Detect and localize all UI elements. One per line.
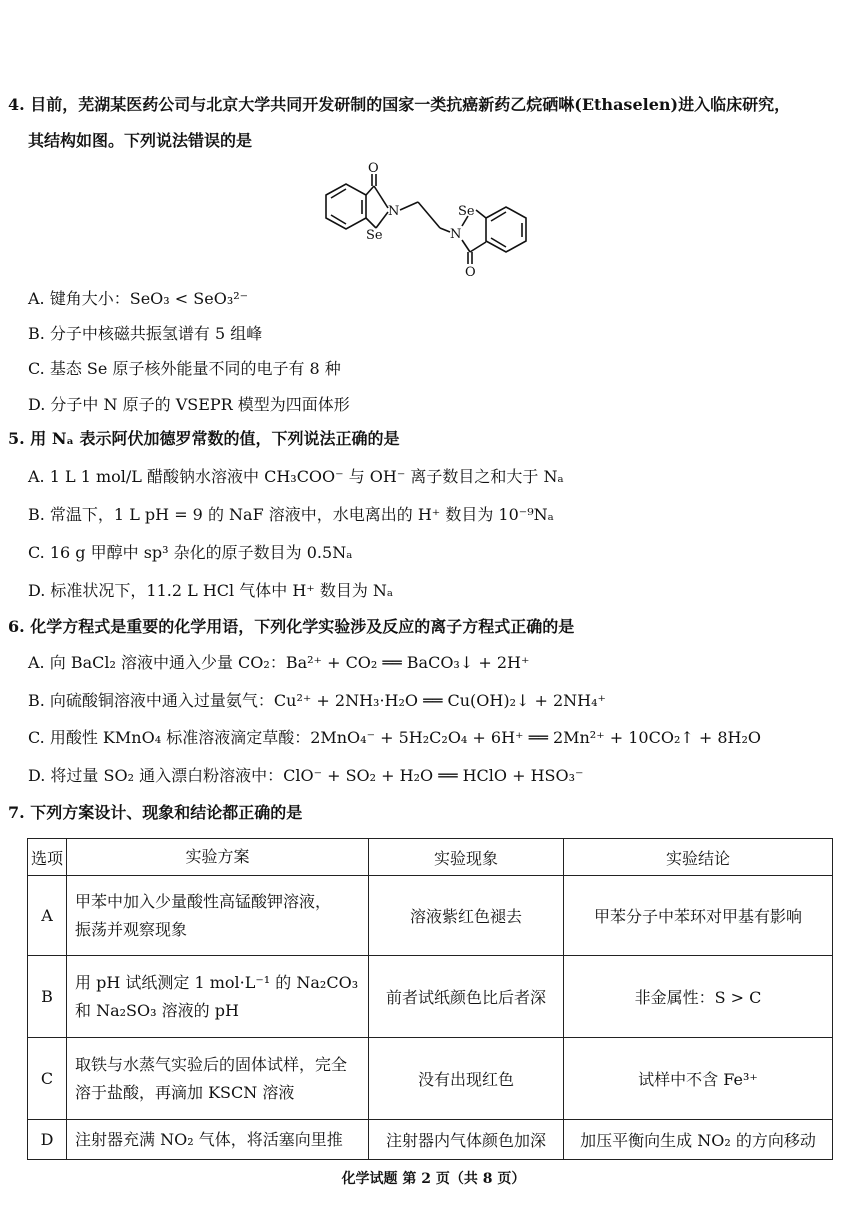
q4-stem-line1: 4. 目前，芜湖某医药公司与北京大学共同开发研制的国家一类抗癌新药乙烷硒啉(Ethaselen)进入临床研究， xyxy=(8,95,791,114)
row-plan-line1: 用 pH 试纸测定 1 mol·L⁻¹ 的 Na₂CO₃ xyxy=(75,972,359,992)
header-plan: 实验方案 xyxy=(67,839,369,876)
row-option: C xyxy=(28,1038,67,1120)
q5-option-a: A. 1 L 1 mol/L 醋酸钠水溶液中 CH₃COO⁻ 与 OH⁻ 离子数目之和大于 Nₐ xyxy=(28,467,564,486)
table-row xyxy=(28,876,833,956)
row-plan: 注射器充满 NO₂ 气体，将活塞向里推 xyxy=(67,1120,369,1160)
row-plan-line1: 甲苯中加入少量酸性高锰酸钾溶液， xyxy=(75,891,332,911)
q7-table xyxy=(27,838,833,1160)
row-option: B xyxy=(28,956,67,1038)
row-conclusion: 加压平衡向生成 NO₂ 的方向移动 xyxy=(564,1120,833,1160)
header-conclusion: 实验结论 xyxy=(564,839,833,876)
n-left-label: N xyxy=(388,204,400,219)
table-row xyxy=(28,1120,833,1160)
q5-option-c: C. 16 g 甲醇中 sp³ 杂化的原子数目为 0.5Nₐ xyxy=(28,543,353,562)
o-bottom-label: O xyxy=(465,265,476,280)
o-top-label: O xyxy=(368,161,379,176)
row-conclusion: 非金属性：S > C xyxy=(564,956,833,1038)
q4-option-b: B. 分子中核磁共振氢谱有 5 组峰 xyxy=(28,324,263,343)
q4-option-d: D. 分子中 N 原子的 VSEPR 模型为四面体形 xyxy=(28,395,350,414)
row-plan-line2: 溶于盐酸，再滴加 KSCN 溶液 xyxy=(75,1082,295,1102)
q5-stem: 5. 用 Nₐ 表示阿伏加德罗常数的值，下列说法正确的是 xyxy=(8,429,400,448)
row-plan xyxy=(67,1038,369,1120)
q6-option-b: B. 向硫酸铜溶液中通入过量氨气：Cu²⁺ + 2NH₃·H₂O ══ Cu(OH)₂↓ + 2NH₄⁺ xyxy=(28,691,606,710)
q5-option-b: B. 常温下，1 L pH = 9 的 NaF 溶液中，水电离出的 H⁺ 数目为 10⁻⁹Nₐ xyxy=(28,505,554,524)
row-conclusion: 试样中不含 Fe³⁺ xyxy=(564,1038,833,1120)
se-left-label: Se xyxy=(366,228,383,243)
q4-option-c: C. 基态 Se 原子核外能量不同的电子有 8 种 xyxy=(28,359,341,378)
q6-option-a: A. 向 BaCl₂ 溶液中通入少量 CO₂：Ba²⁺ + CO₂ ══ BaCO₃↓ + 2H⁺ xyxy=(28,653,530,672)
q4-option-a: A. 键角大小：SeO₃ < SeO₃²⁻ xyxy=(28,289,249,308)
row-plan-line2: 振荡并观察现象 xyxy=(75,919,188,939)
row-phenomenon: 注射器内气体颜色加深 xyxy=(369,1120,564,1160)
row-plan-line1: 取铁与水蒸气实验后的固体试样，完全 xyxy=(75,1054,348,1074)
q4-stem-line2: 其结构如图。下列说法错误的是 xyxy=(28,131,253,150)
q7-stem: 7. 下列方案设计、现象和结论都正确的是 xyxy=(8,803,303,822)
row-phenomenon: 前者试纸颜色比后者深 xyxy=(369,956,564,1038)
q6-option-c: C. 用酸性 KMnO₄ 标准溶液滴定草酸：2MnO₄⁻ + 5H₂C₂O₄ + 6H⁺ ══ 2Mn²⁺ + 10CO₂↑ + 8H₂O xyxy=(28,728,762,747)
se-right-label: Se xyxy=(458,204,475,219)
n-right-label: N xyxy=(450,227,462,242)
header-option: 选项 xyxy=(28,839,67,876)
row-plan xyxy=(67,876,369,956)
row-option: D xyxy=(28,1120,67,1160)
row-plan xyxy=(67,956,369,1038)
q6-option-d: D. 将过量 SO₂ 通入漂白粉溶液中：ClO⁻ + SO₂ + H₂O ══ HClO + HSO₃⁻ xyxy=(28,766,584,785)
ethaselen-structure xyxy=(296,160,556,282)
row-conclusion: 甲苯分子中苯环对甲基有影响 xyxy=(564,876,833,956)
table-header-row xyxy=(28,839,833,876)
table-row xyxy=(28,1038,833,1120)
table-row xyxy=(28,956,833,1038)
header-phenomenon: 实验现象 xyxy=(369,839,564,876)
row-phenomenon: 溶液紫红色褪去 xyxy=(369,876,564,956)
q5-option-d: D. 标准状况下，11.2 L HCl 气体中 H⁺ 数目为 Nₐ xyxy=(28,581,394,600)
page-footer: 化学试题 第 2 页（共 8 页） xyxy=(341,1171,526,1187)
row-plan-line2: 和 Na₂SO₃ 溶液的 pH xyxy=(75,1000,239,1020)
row-phenomenon: 没有出现红色 xyxy=(369,1038,564,1120)
q6-stem: 6. 化学方程式是重要的化学用语，下列化学实验涉及反应的离子方程式正确的是 xyxy=(8,617,575,636)
row-option: A xyxy=(28,876,67,956)
